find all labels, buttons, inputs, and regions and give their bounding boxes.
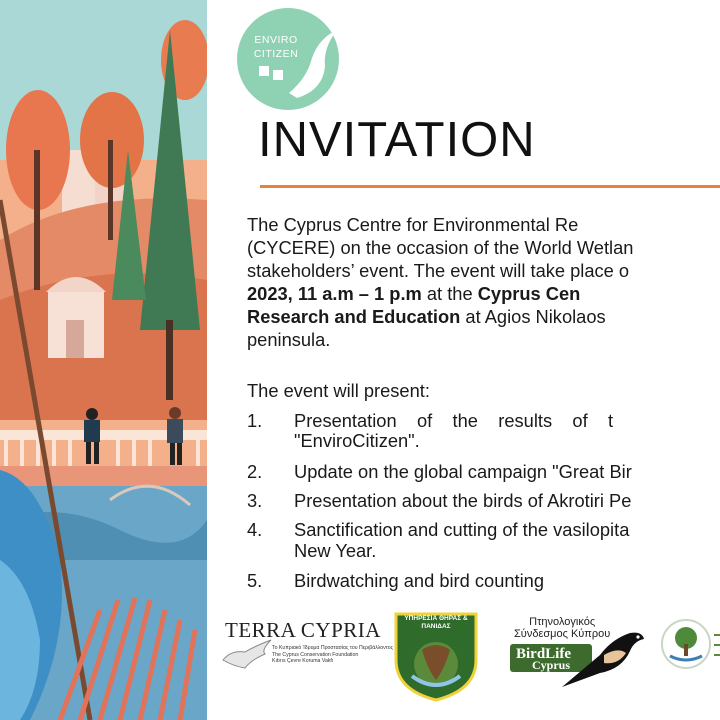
page-title: INVITATION: [258, 113, 536, 167]
intro-line: peninsula.: [247, 329, 331, 350]
event-date: 2023, 11 a.m – 1 p.m: [247, 283, 422, 304]
intro-line: stakeholders’ event. The event will take place o: [247, 260, 630, 281]
list-number: 5.: [247, 570, 263, 591]
game-fauna-service-name: ΥΠΗΡΕΣΙΑ ΘΗΡΑΣ & ΠΑΝΙΔΑΣ: [404, 615, 468, 630]
intro-line: [247, 305, 720, 328]
list-number: 4.: [247, 519, 263, 540]
list-number: 3.: [247, 490, 263, 511]
venue-name: Cyprus Cen: [477, 283, 581, 304]
cyprus-map-icon: [221, 638, 273, 672]
list-text: Presentation of the results of t: [294, 410, 614, 431]
logo-text-line1: ENVIRO: [254, 34, 298, 46]
wheatear-bird-icon: [560, 625, 646, 691]
list-text: Update on the global campaign "Great Bir: [294, 461, 632, 482]
list-text: Birdwatching and bird counting: [294, 570, 545, 591]
intro-line: The Cyprus Centre for Environmental Re: [247, 214, 579, 235]
title-divider: [260, 185, 720, 188]
intro-line: (CYCERE) on the occasion of the World Wetlan: [247, 237, 634, 258]
intro-paragraph: [247, 213, 720, 351]
intro-text: at Agios Nikolaos: [460, 306, 606, 327]
birdlife-text: Cyprus: [532, 658, 571, 672]
terra-cypria-logo: TERRA CYPRIA: [225, 618, 381, 642]
intro-text: at the: [421, 283, 478, 304]
program-heading: The event will present:: [247, 380, 430, 401]
list-number: 1.: [247, 410, 263, 431]
terra-sub-line: Το Κυπριακό Ίδρυμα Προστασίας του Περιβάλλοντος: [272, 645, 394, 651]
partner-emblem-logo: [660, 614, 720, 674]
list-number: 2.: [247, 461, 263, 482]
logo-text-line2: CITIZEN: [253, 48, 299, 60]
bird-icon: [237, 8, 339, 110]
intro-line: [247, 282, 720, 305]
birdlife-greek-line: Πτηνολογικός: [529, 616, 596, 628]
terra-sub-line: The Cyprus Conservation Foundation: [272, 651, 359, 658]
list-text: Sanctification and cutting of the vasilopita: [294, 519, 630, 540]
terra-cypria-subtitle: [272, 645, 393, 665]
list-text-cont: New Year.: [294, 540, 377, 561]
birdlife-text: BirdLife: [516, 646, 571, 662]
birdlife-greek-line: Σύνδεσμος Κύπρου: [514, 628, 611, 640]
venue-name-cont: Research and Education: [247, 306, 461, 327]
list-text-cont: "EnviroCitizen".: [294, 430, 420, 451]
list-text: Presentation about the birds of Akrotiri Pe: [294, 490, 632, 511]
terra-sub-line: Kıbrıs Çevre Koruma Vakfı: [272, 658, 334, 664]
wetland-illustration: [0, 0, 207, 720]
envirocitizen-logo: [237, 8, 339, 110]
